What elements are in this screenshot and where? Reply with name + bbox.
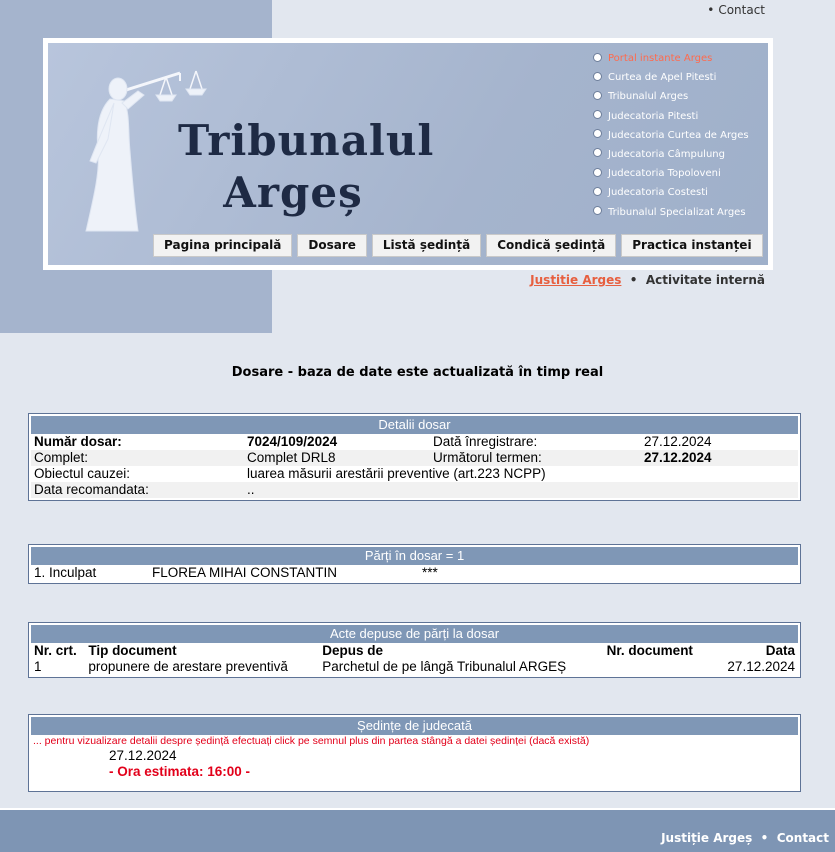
data-recomandata-label: Data recomandata: — [31, 482, 244, 498]
bullet-icon: • — [756, 831, 773, 845]
radio-bullet-icon — [593, 72, 602, 81]
top-contact-link[interactable]: • Contact — [707, 3, 765, 17]
radio-bullet-icon — [593, 91, 602, 100]
footer-contact-link[interactable]: Contact — [776, 831, 829, 845]
act-tip: propunere de arestare preventivă — [88, 659, 288, 674]
radio-bullet-icon — [593, 187, 602, 196]
complet-label: Complet: — [31, 450, 244, 466]
parti-panel-title: Părți în dosar = 1 — [31, 547, 798, 565]
radio-bullet-icon — [593, 148, 602, 157]
parte-extra: *** — [422, 565, 438, 580]
court-link-curtea-apel[interactable]: Curtea de Apel Pitesti — [593, 68, 749, 87]
sedinte-panel-title: Ședințe de judecată — [31, 717, 798, 735]
court-link-tribunalul[interactable]: Tribunalul Arges — [593, 87, 749, 106]
radio-bullet-icon — [593, 129, 602, 138]
sub-links — [530, 273, 765, 287]
obiect-cauzei-label: Obiectul cauzei: — [34, 466, 131, 481]
court-link-costesti[interactable]: Judecatoria Costesti — [593, 183, 749, 202]
radio-bullet-icon — [593, 206, 602, 215]
parte-role: 1. Inculpat — [34, 565, 97, 580]
nav-dosare[interactable]: Dosare — [297, 234, 367, 257]
radio-bullet-icon — [593, 53, 602, 62]
urmator-termen-value: 27.12.2024 — [641, 450, 798, 466]
act-data: 27.12.2024 — [727, 659, 795, 674]
page-title: Dosare - baza de date este actualizată în timp real — [231, 365, 604, 380]
urmator-termen-label: Următorul termen: — [430, 450, 641, 466]
nav-practica-instantei[interactable]: Practica instanței — [621, 234, 762, 257]
data-recomandata-value: .. — [244, 482, 798, 498]
col-header-nrdoc: Nr. document — [606, 643, 693, 658]
bullet-icon: • — [625, 273, 642, 287]
acte-panel — [28, 622, 801, 678]
parti-panel — [28, 544, 801, 584]
data-inregistrare-label: Dată înregistrare: — [433, 434, 538, 449]
complet-value: Complet DRL8 — [244, 450, 430, 466]
details-panel-title: Detalii dosar — [31, 416, 798, 434]
numar-dosar-value: 7024/109/2024 — [247, 434, 338, 449]
act-depus: Parchetul de pe lângă Tribunalul ARGEȘ — [322, 659, 567, 674]
table-row — [31, 659, 798, 675]
justitie-arges-link[interactable]: Justitie Arges — [530, 273, 622, 287]
court-link-topoloveni[interactable]: Judecatoria Topoloveni — [593, 164, 749, 183]
parte-name: FLOREA MIHAI CONSTANTIN — [152, 565, 338, 580]
data-inregistrare-value: 27.12.2024 — [644, 434, 712, 449]
nav-pagina-principala[interactable]: Pagina principală — [153, 234, 292, 257]
act-nr: 1 — [34, 659, 42, 674]
court-link-specializat[interactable]: Tribunalul Specializat Arges — [593, 203, 749, 222]
court-links-list — [593, 49, 749, 222]
court-link-pitesti[interactable]: Judecatoria Pitesti — [593, 107, 749, 126]
obiect-cauzei-value: luarea măsurii arestării preventive (art.223 NCPP) — [247, 466, 546, 481]
bullet-icon: • — [707, 3, 715, 17]
court-link-campulung[interactable]: Judecatoria Câmpulung — [593, 145, 749, 164]
acte-panel-title: Acte depuse de părți la dosar — [31, 625, 798, 643]
numar-dosar-label: Număr dosar: — [34, 434, 122, 449]
col-header-depus: Depus de — [322, 643, 383, 658]
site-title: Tribunalul Argeș — [178, 116, 435, 217]
footer-bar — [0, 808, 835, 852]
ora-estimata: - Ora estimata: 16:00 - — [109, 764, 251, 779]
sedinte-note: ... pentru vizualizare detalii despre ședință efectuați click pe semnul plus din partea stângă a datei ședinței (dacă există) — [33, 735, 590, 747]
main-nav — [153, 234, 763, 257]
radio-bullet-icon — [593, 168, 602, 177]
col-header-tip: Tip document — [88, 643, 177, 658]
details-panel — [28, 413, 801, 501]
court-link-curtea-arges[interactable]: Judecatoria Curtea de Arges — [593, 126, 749, 145]
header-banner — [43, 38, 773, 270]
court-link-portal[interactable]: Portal instante Arges — [593, 49, 749, 68]
nav-condica-sedinta[interactable]: Condică ședință — [486, 234, 616, 257]
sedinte-panel — [28, 714, 801, 792]
radio-bullet-icon — [593, 110, 602, 119]
table-row — [31, 565, 798, 581]
sedinta-date[interactable]: 27.12.2024 — [109, 748, 177, 763]
footer-links — [661, 831, 829, 845]
nav-lista-sedinta[interactable]: Listă ședință — [372, 234, 481, 257]
footer-justitie-link[interactable]: Justiție Argeș — [661, 831, 753, 845]
activitate-interna-link[interactable]: Activitate internă — [645, 273, 765, 287]
act-nrdoc — [604, 659, 725, 675]
col-header-nr: Nr. crt. — [34, 643, 77, 658]
col-header-data: Data — [765, 643, 795, 658]
